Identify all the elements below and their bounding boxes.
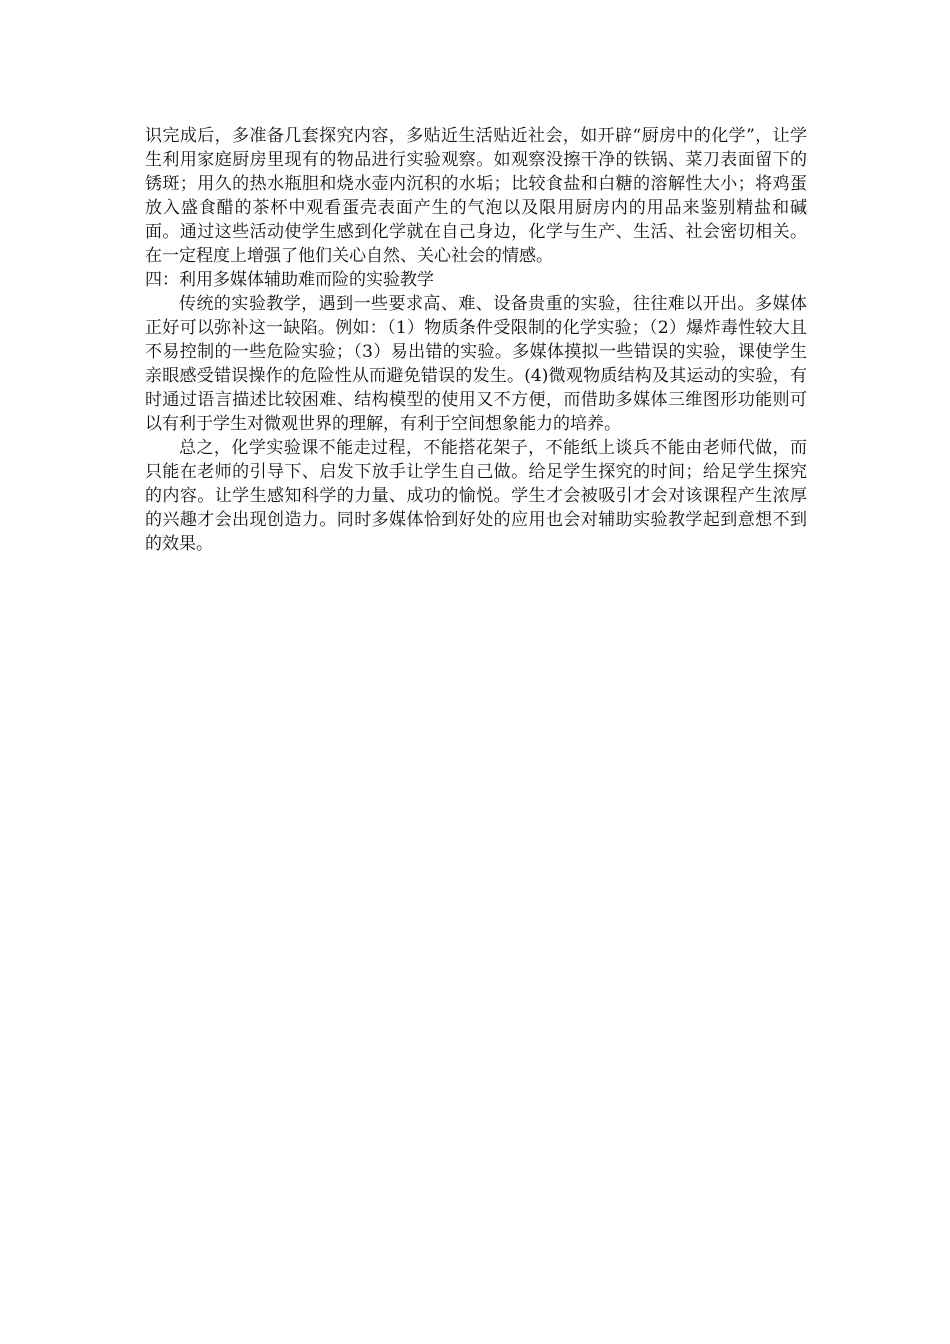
paragraph-multimedia-experiments: 传统的实验教学，遇到一些要求高、难、设备贵重的实验，往往难以开出。多媒体正好可以弥补这一缺陷。例如：（1）物质条件受限制的化学实验；（2）爆炸毒性较大且不易控制的一些危险实验；（3）易出错的实验。多媒体摸拟一些错误的实验，课使学生亲眼感受错误操作的危险性从而避免错误的发生。(4)微观物质结构及其运动的实验，有时通过语言描述比较困难、结构模型的使用又不方便，而借助多媒体三维图形功能则可以有利于学生对微观世界的理解，有利于空间想象能力的培养。	[145, 294, 807, 434]
document-body	[145, 124, 807, 556]
paragraph-kitchen-chemistry: 识完成后，多准备几套探究内容，多贴近生活贴近社会，如开辟“厨房中的化学”，让学生利用家庭厨房里现有的物品进行实验观察。如观察没擦干净的铁锅、菜刀表面留下的锈斑；用久的热水瓶胆和烧水壶内沉积的水垢；比较食盐和白糖的溶解性大小；将鸡蛋放入盛食醋的茶杯中观看蛋壳表面产生的气泡以及限用厨房内的用品来鉴别精盐和碱面。通过这些活动使学生感到化学就在自己身边，化学与生产、生活、社会密切相关。在一定程度上增强了他们关心自然、关心社会的情感。	[145, 126, 807, 266]
section-heading-four: 四：利用多媒体辅助难而险的实验教学	[145, 270, 434, 290]
paragraph-conclusion: 总之，化学实验课不能走过程，不能搭花架子，不能纸上谈兵不能由老师代做，而只能在老师的引导下、启发下放手让学生自己做。给足学生探究的时间；给足学生探究的内容。让学生感知科学的力量、成功的愉悦。学生才会被吸引才会对该课程产生浓厚的兴趣才会出现创造力。同时多媒体恰到好处的应用也会对辅助实验教学起到意想不到的效果。	[145, 438, 807, 554]
